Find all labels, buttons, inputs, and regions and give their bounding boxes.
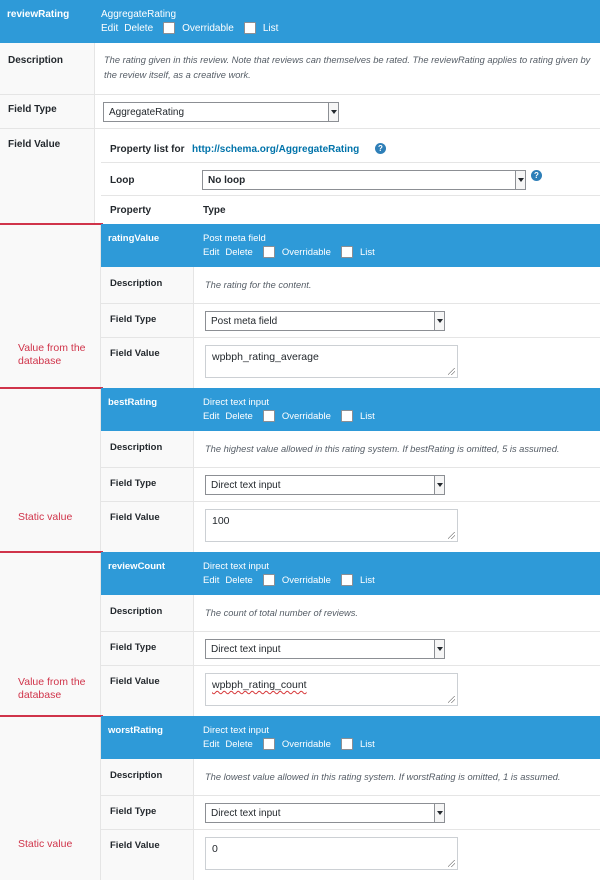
sub-property-actions <box>203 246 375 258</box>
delete-link[interactable]: Delete <box>225 410 253 422</box>
sub-property-name: reviewCount <box>108 561 166 572</box>
property-header-reviewrating <box>0 0 600 43</box>
field-value-label: Field Value <box>110 512 160 523</box>
columns-header <box>101 196 600 224</box>
overridable-checkbox[interactable] <box>263 574 275 586</box>
chevron-down-icon <box>434 476 444 494</box>
field-value-textarea[interactable] <box>205 345 458 378</box>
field-value-text: 100 <box>212 515 230 527</box>
list-label: List <box>359 246 375 258</box>
sub-property-type: Direct text input <box>203 397 269 408</box>
sub-field-value-row <box>101 338 600 388</box>
sub-property-type: Direct text input <box>203 561 269 572</box>
list-checkbox[interactable] <box>244 22 256 34</box>
sub-description-row <box>101 595 600 632</box>
property-actions <box>101 22 278 34</box>
field-value-textarea[interactable] <box>205 673 458 706</box>
delete-link[interactable]: Delete <box>225 738 253 750</box>
overridable-checkbox[interactable] <box>163 22 175 34</box>
separator-line <box>0 387 103 389</box>
field-type-select-value: Direct text input <box>211 644 281 655</box>
delete-link[interactable]: Delete <box>225 246 253 258</box>
field-type-row <box>0 95 600 129</box>
side-panel <box>0 388 101 552</box>
description-text: The rating for the content. <box>205 280 312 290</box>
list-label: List <box>359 574 375 586</box>
sub-property-actions <box>203 738 375 750</box>
field-type-select[interactable] <box>103 102 339 122</box>
schema-link[interactable]: http://schema.org/AggregateRating <box>192 144 360 155</box>
resize-grip-icon[interactable] <box>448 368 455 375</box>
list-label: List <box>359 738 375 750</box>
sub-property-header <box>101 716 600 759</box>
list-checkbox[interactable] <box>341 246 353 258</box>
col-type: Type <box>203 205 226 216</box>
field-type-select-value: Direct text input <box>211 808 281 819</box>
overridable-checkbox[interactable] <box>263 738 275 750</box>
field-value-text: wpbph_rating_average <box>212 351 319 363</box>
loop-select[interactable] <box>202 170 526 190</box>
loop-label: Loop <box>110 175 135 186</box>
field-type-select-value: Direct text input <box>211 480 281 491</box>
field-value-textarea[interactable] <box>205 509 458 542</box>
sub-property-header <box>101 388 600 431</box>
description-row <box>0 43 600 95</box>
field-value-label: Field Value <box>110 348 160 359</box>
sub-description-row <box>101 759 600 796</box>
loop-select-value: No loop <box>208 175 246 186</box>
chevron-down-icon <box>515 171 525 189</box>
resize-grip-icon[interactable] <box>448 860 455 867</box>
field-type-select[interactable] <box>205 311 445 331</box>
edit-link[interactable]: Edit <box>203 738 220 750</box>
sub-property-name: worstRating <box>108 725 163 736</box>
description-label: Description <box>110 770 163 781</box>
overridable-checkbox[interactable] <box>263 410 275 422</box>
edit-link[interactable]: Edit <box>203 574 220 586</box>
overridable-label: Overridable <box>182 22 234 34</box>
chevron-down-icon <box>434 312 444 330</box>
field-type-select-value: AggregateRating <box>109 107 185 118</box>
side-panel <box>0 716 101 880</box>
field-type-label: Field Type <box>110 478 157 489</box>
sub-field-type-row <box>101 632 600 666</box>
description-text: The rating given in this review. Note that reviews can themselves be rated. The reviewRating applies to rating given by the review itself, as a creative work. <box>104 55 591 80</box>
sub-property-type: Direct text input <box>203 725 269 736</box>
list-checkbox[interactable] <box>341 574 353 586</box>
sub-field-value-row <box>101 666 600 716</box>
sub-description-row <box>101 431 600 468</box>
list-checkbox[interactable] <box>341 410 353 422</box>
property-name: reviewRating <box>7 9 70 20</box>
sub-field-value-row <box>101 502 600 552</box>
list-label: List <box>359 410 375 422</box>
sub-description-row <box>101 267 600 304</box>
description-label: Description <box>110 442 163 453</box>
field-type-label: Field Type <box>110 642 157 653</box>
edit-link[interactable]: Edit <box>203 410 220 422</box>
field-type-select[interactable] <box>205 475 445 495</box>
sub-field-type-row <box>101 468 600 502</box>
field-type-label: Field Type <box>8 104 57 115</box>
field-type-select[interactable] <box>205 639 445 659</box>
field-type-label: Field Type <box>110 314 157 325</box>
help-icon[interactable]: ? <box>531 170 542 181</box>
overridable-label: Overridable <box>281 410 331 422</box>
field-value-text: wpbph_rating_count <box>212 679 307 691</box>
property-list-prefix: Property list for <box>110 144 185 155</box>
field-value-label: Field Value <box>110 840 160 851</box>
resize-grip-icon[interactable] <box>448 696 455 703</box>
annotation-note: Value from the database <box>18 342 86 367</box>
separator-line <box>0 551 103 553</box>
delete-link[interactable]: Delete <box>225 574 253 586</box>
overridable-label: Overridable <box>281 574 331 586</box>
overridable-label: Overridable <box>281 246 331 258</box>
field-value-label: Field Value <box>8 139 61 150</box>
sub-property-name: ratingValue <box>108 233 160 244</box>
annotation-note: Static value <box>18 511 73 523</box>
field-type-select[interactable] <box>205 803 445 823</box>
description-text: The count of total number of reviews. <box>205 608 358 618</box>
description-text: The lowest value allowed in this rating system. If worstRating is omitted, 1 is assumed. <box>205 772 561 782</box>
overridable-checkbox[interactable] <box>263 246 275 258</box>
delete-link[interactable]: Delete <box>124 22 154 34</box>
annotation-note: Static value <box>18 838 73 850</box>
field-value-label: Field Value <box>110 676 160 687</box>
loop-row <box>101 163 600 196</box>
sub-property-header <box>101 224 600 267</box>
overridable-label: Overridable <box>281 738 331 750</box>
sub-property-actions <box>203 574 375 586</box>
sub-field-value-row <box>101 830 600 880</box>
description-label: Description <box>8 55 64 66</box>
property-type: AggregateRating <box>101 9 177 20</box>
sub-field-type-row <box>101 796 600 830</box>
property-list-header <box>101 129 600 163</box>
separator-line <box>0 223 103 225</box>
col-property: Property <box>110 205 152 216</box>
chevron-down-icon <box>434 640 444 658</box>
edit-link[interactable]: Edit <box>101 22 119 34</box>
field-type-select-value: Post meta field <box>211 316 278 327</box>
description-text: The highest value allowed in this rating system. If bestRating is omitted, 5 is assumed. <box>205 444 560 454</box>
chevron-down-icon <box>328 103 338 121</box>
description-label: Description <box>110 278 163 289</box>
resize-grip-icon[interactable] <box>448 532 455 539</box>
list-checkbox[interactable] <box>341 738 353 750</box>
chevron-down-icon <box>434 804 444 822</box>
annotation-note: Value from the database <box>18 676 86 701</box>
sub-field-type-row <box>101 304 600 338</box>
field-value-textarea[interactable] <box>205 837 458 870</box>
help-icon[interactable]: ? <box>375 143 386 154</box>
sub-property-actions <box>203 410 375 422</box>
sub-property-name: bestRating <box>108 397 158 408</box>
separator-line <box>0 715 103 717</box>
sub-property-header <box>101 552 600 595</box>
field-value-text: 0 <box>212 843 218 855</box>
list-label: List <box>262 22 279 34</box>
field-type-label: Field Type <box>110 806 157 817</box>
sub-property-type: Post meta field <box>203 233 266 244</box>
edit-link[interactable]: Edit <box>203 246 220 258</box>
description-label: Description <box>110 606 163 617</box>
